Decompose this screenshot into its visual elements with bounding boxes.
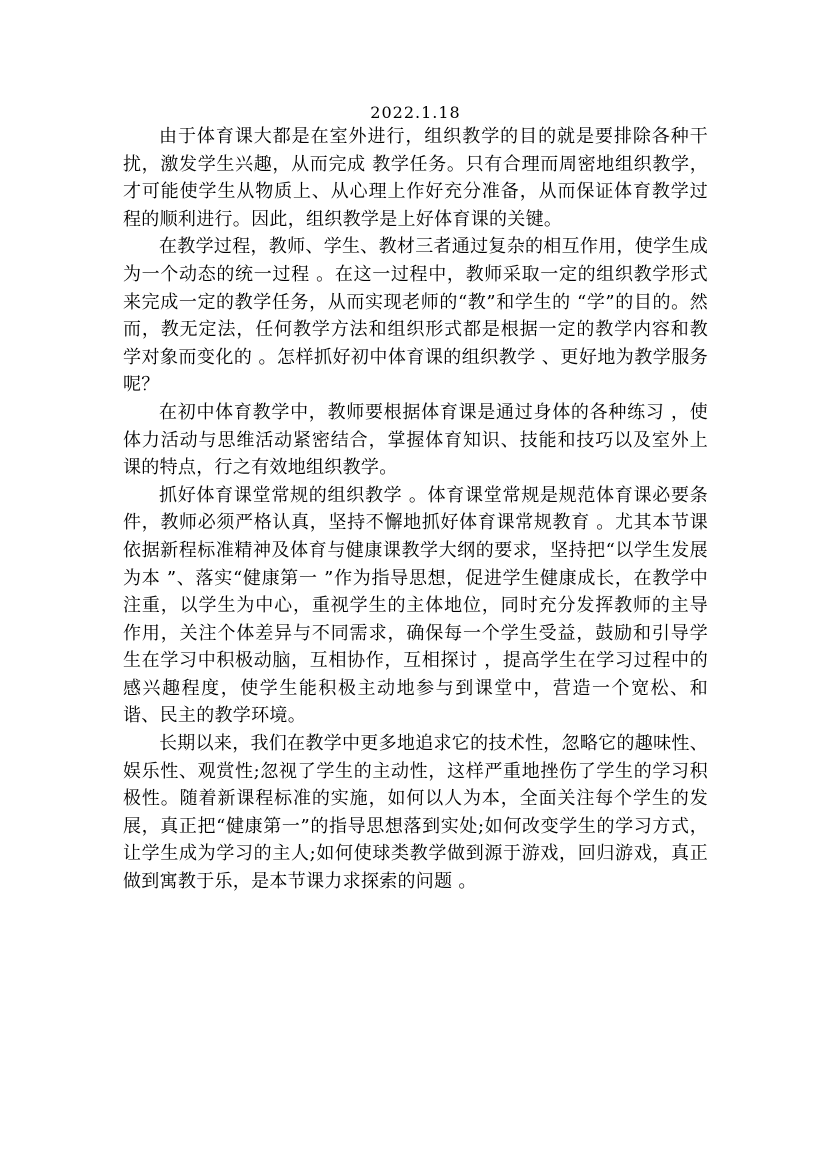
paragraph-5: 长期以来，我们在教学中更多地追求它的技术性，忽略它的趣味性、娱乐性、观赏性;忽视了学生的主动性，这样严重地挫伤了学生的学习积极性。随着新课程标准的实施，如何以人为本，全面关注每个学生的发展，真正把“健康第一”的指导思想落到实处;如何改变学生的学习方式，让学生成为学习的主人;如何使球类教学做到源于游戏，回归游戏，真正做到寓教于乐，是本节课力求探索的问题 。: [123, 733, 708, 893]
paragraph-2: 在教学过程，教师、学生、教材三者通过复杂的相互作用，使学生成为一个动态的统一过程 。在这一过程中，教师采取一定的组织教学形式来完成一定的教学任务，从而实现老师的“教”和学生的 “学”的目的。然而，教无定法，任何教学方法和组织形式都是根据一定的教学内容和教学对象而变化的 。怎样抓好初中体育课的组织教学 、更好地为教学服务呢？: [123, 236, 708, 396]
paragraph-1: 由于体育课大都是在室外进行，组织教学的目的就是要排除各种干扰，激发学生兴趣，从而完成 教学任务。只有合理而周密地组织教学，才可能使学生从物质上、从心理上作好充分准备，从而保证体育教学过程的顺利进行。因此，组织教学是上好体育课的关键。: [123, 126, 708, 230]
paragraph-4: 抓好体育课堂常规的组织教学 。体育课堂常规是规范体育课必要条件，教师必须严格认真，坚持不懈地抓好体育课常规教育 。尤其本节课依据新程标准精神及体育与健康课教学大纲的要求，坚持把“以学生发展为本 ”、落实“健康第一 ”作为指导思想，促进学生健康成长，在教学中注重，以学生为中心，重视学生的主体地位，同时充分发挥教师的主导作用，关注个体差异与不同需求，确保每一个学生受益，鼓励和引导学生在学习中积极动脑，互相协作，互相探讨 ，提高学生在学习过程中的感兴趣程度，使学生能积极主动地参与到课堂中，营造一个宽松、和谐、民主的教学环境。: [123, 484, 708, 727]
document-page: [123, 100, 708, 896]
paragraph-3: 在初中体育教学中，教师要根据体育课是通过身体的各种练习 ，使体力活动与思维活动紧密结合，掌握体育知识、技能和技巧以及室外上课的特点，行之有效地组织教学。: [123, 401, 708, 479]
document-date: 2022.1.18: [370, 103, 461, 122]
